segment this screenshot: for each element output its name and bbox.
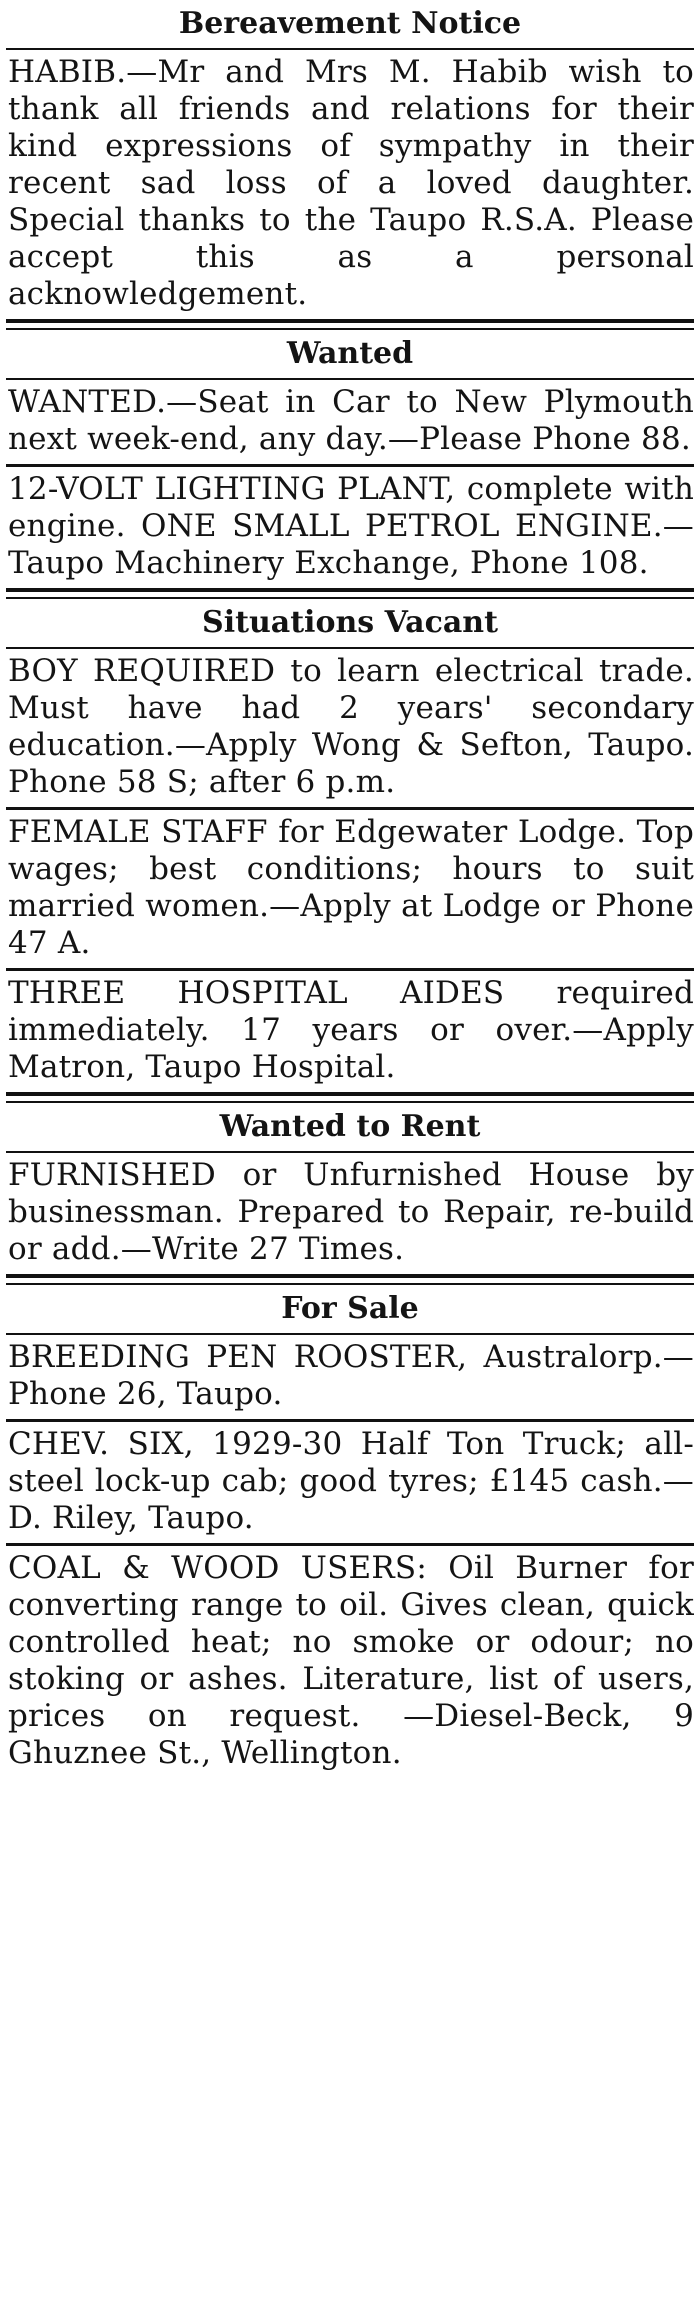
notice-hospital-aides: THREE HOSPITAL AIDES required immediately. 17 years or over.—Apply Matron, Taupo Hospital. <box>8 975 694 1085</box>
notice-breeding-rooster: BREEDING PEN ROOSTER, Australorp.—Phone 26, Taupo. <box>8 1339 694 1412</box>
section-bereavement <box>0 0 700 330</box>
notice-chev-truck: CHEV. SIX, 1929-30 Half Ton Truck; all-steel lock-up cab; good tyres; £145 cash.—D. Riley, Taupo. <box>8 1426 694 1536</box>
section-wanted <box>0 330 700 599</box>
section-wanted-to-rent <box>0 1103 700 1285</box>
section-title: Wanted <box>286 336 414 371</box>
section-title: Wanted to Rent <box>219 1109 481 1144</box>
divider <box>6 319 694 330</box>
notice-female-staff: FEMALE STAFF for Edgewater Lodge. Top wages; best conditions; hours to suit married women.—Apply at Lodge or Phone 47 A. <box>8 814 694 961</box>
notice-habib: HABIB.—Mr and Mrs M. Habib wish to thank all friends and relations for their kind expressions of sympathy in their recent sad loss of a loved daughter. Special thanks to the Taupo R.S.A. Please accept this as a personal acknowledgement. <box>8 54 694 312</box>
divider <box>6 588 694 599</box>
section-situations-vacant <box>0 599 700 1103</box>
section-for-sale <box>0 1285 700 1772</box>
divider <box>6 1092 694 1103</box>
notice-seat-in-car: WANTED.—Seat in Car to New Plymouth next week-end, any day.—Please Phone 88. <box>8 384 694 457</box>
section-title: Situations Vacant <box>202 605 498 640</box>
section-title: Bereavement Notice <box>178 6 522 41</box>
notice-oil-burner: COAL & WOOD USERS: Oil Burner for converting range to oil. Gives clean, quick controlled heat; no smoke or odour; no stoking or ashes. Literature, list of users, prices on request. —Diesel-Beck, 9 Ghuznee St., Wellington. <box>8 1550 694 1771</box>
notice-boy-required: BOY REQUIRED to learn electrical trade. Must have had 2 years' secondary education.—Apply Wong & Sefton, Taupo. Phone 58 S; after 6 p.m. <box>8 653 694 800</box>
divider <box>6 1274 694 1285</box>
notice-furnished-house: FURNISHED or Unfurnished House by businessman. Prepared to Repair, re-build or add.—Write 27 Times. <box>8 1157 694 1267</box>
notice-lighting-plant: 12-VOLT LIGHTING PLANT, complete with engine. ONE SMALL PETROL ENGINE.—Taupo Machinery Exchange, Phone 108. <box>8 471 694 581</box>
section-title: For Sale <box>281 1291 419 1326</box>
